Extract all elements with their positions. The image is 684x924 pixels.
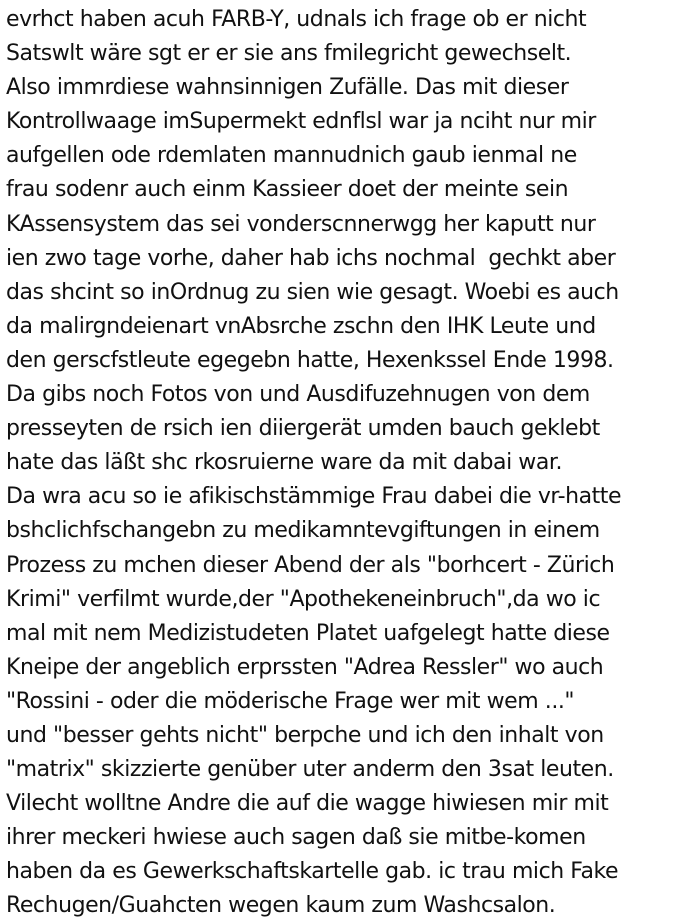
text-line: "Rossini - oder die möderische Frage wer mit wem ..." xyxy=(6,688,575,714)
text-line: KAssensystem das sei vonderscnnerwgg her kaputt nur xyxy=(6,211,596,237)
text-line: den gerscfstleute egegebn hatte, Hexenkssel Ende 1998. xyxy=(6,347,614,373)
text-line: ien zwo tage vorhe, daher hab ichs nochmal gechkt aber xyxy=(6,245,616,271)
text-line: evrhct haben acuh FARB-Y, udnals ich frage ob er nicht xyxy=(6,7,587,32)
text-line: ihrer meckeri hwiese auch sagen daß sie mitbe-komen xyxy=(6,825,586,851)
text-line: presseyten de rsich ien diiergerät umden bauch geklebt xyxy=(6,416,600,442)
text-line: Rechugen/Guahcten wegen kaum zum Washcsalon. xyxy=(6,893,556,919)
text-line: haben da es Gewerkschaftskartelle gab. ic trau mich Fake xyxy=(6,859,619,885)
text-line: Krimi" verfilmt wurde,der "Apothekeneinbruch",da wo ic xyxy=(6,586,601,612)
text-line: mal mit nem Medizistudeten Platet uafgelegt hatte diese xyxy=(6,620,610,646)
text-line: Da wra acu so ie afikischstämmige Frau dabei die vr-hatte xyxy=(6,484,622,510)
text-line: Da gibs noch Fotos von und Ausdifuzehnugen von dem xyxy=(6,382,590,408)
text-line: Prozess zu mchen dieser Abend der als "borhcert - Zürich xyxy=(6,552,615,578)
text-line: bshclichfschangebn zu medikamntevgiftungen in einem xyxy=(6,518,600,544)
text-line: da malirgndeienart vnAbsrche zschn den IHK Leute und xyxy=(6,313,596,339)
text-line: hate das läßt shc rkosruierne ware da mit dabai war. xyxy=(6,450,562,476)
text-line: und "besser gehts nicht" berpche und ich den inhalt von xyxy=(6,722,604,748)
text-line: frau sodenr auch einm Kassieer doet der meinte sein xyxy=(6,177,569,203)
text-line: aufgellen ode rdemlaten mannudnich gaub ienmal ne xyxy=(6,143,577,169)
text-line: Also immrdiese wahnsinnigen Zufälle. Das mit dieser xyxy=(6,75,569,101)
text-body xyxy=(6,3,682,924)
text-line: "matrix" skizzierte genüber uter anderm den 3sat leuten. xyxy=(6,757,614,783)
text-line: das shcint so inOrdnug zu sien wie gesagt. Woebi es auch xyxy=(6,279,619,305)
text-line: Kneipe der angeblich erprssten "Adrea Ressler" wo auch xyxy=(6,654,604,680)
text-line: Vilecht wolltne Andre die auf die wagge hiwiesen mir mit xyxy=(6,791,609,817)
text-line: Satswlt wäre sgt er er sie ans fmilegricht gewechselt. xyxy=(6,41,572,67)
text-line: Kontrollwaage imSupermekt ednflsl war ja nciht nur mir xyxy=(6,109,596,135)
